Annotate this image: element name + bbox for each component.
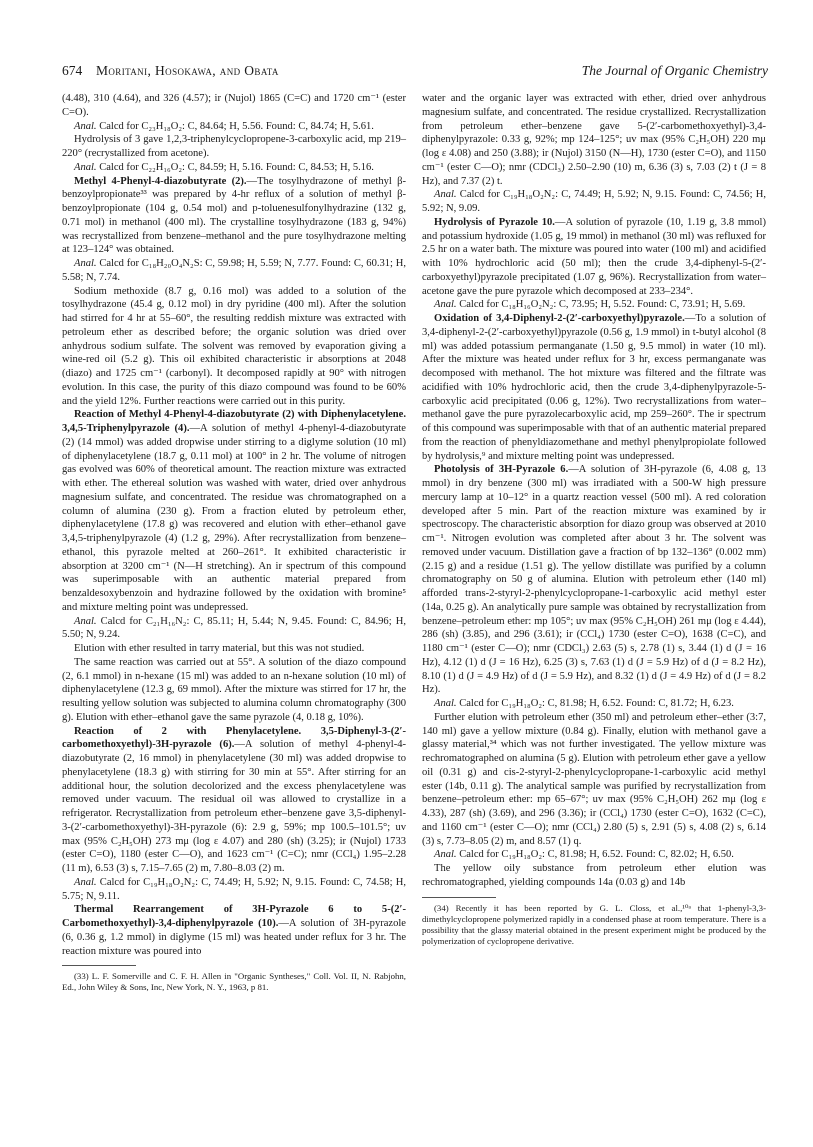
paragraph [62,161,406,175]
paragraph [422,463,766,697]
paragraph-text: Calcd for C₁₉H₁₈O₂N₂: C, 74.49; H, 5.92; N, 9.15. Found: C, 74.58; H, 5.75; N, 9.11. [62,876,406,902]
paragraph [62,615,406,643]
running-head [62,60,768,82]
paragraph-text: —A solution of 3H-pyrazole (6, 0.36 g, 1.2 mmol) in diglyme (15 ml) was heated under reflux for 3 hr. The reaction mixture was poured into [62,918,406,957]
section-heading: Methyl 4-Phenyl-4-diazobutyrate (2). [74,175,247,187]
paragraph [422,697,766,711]
footnote-rule [422,897,496,898]
paragraph [422,312,766,463]
paragraph-text: —A solution of methyl 4-phenyl-4-diazobutyrate (2) (14 mmol) was added dropwise under stirring to a diglyme solution (10 ml) of diphenylacetylene (18.7 g, 0.11 mol) at 100° in 2 hr. The volume of nitrogen gas evolved was 60% of theoretical amount. The reaction mixture was extracted with ether. The ethereal solution was washed with water, dried over anhydrous magnesium sulfate, and concentrated. The residue was chromatographed on a column of alumina (230 g). From a fraction eluted by petroleum ether, diphenylacetylene (17.8 g) was recovered and elution with ether–ethanol gave 3,4,5-triphenylpyrazole (4) (1.2 g, 29%). After recrystallization from benzene–ethanol, this pyrazole melted at 260–261°. It exhibited characteristic ir absorption at 3200 cm⁻¹ (N—H stretching). An ir spectrum of this compound was superimposable with an authentic material prepared from benzaldesoxybenzoin and hydrazine followed by the oxidation with bromine⁵ and mixture melting point was undepressed. [62,423,406,613]
paragraph [62,408,406,614]
paragraph: water and the organic layer was extracted with ether, dried over anhydrous magnesium sulfate, and concentrated. The residue crystallized. Recrystallization from petroleum ether–benzene gave 5-(2′-carbomethoxyethyl)-3,4-diphenylpyrazole: 0.33 g, 92%; mp 124–125°; uv max (95% C₂H₅OH) 220 mμ (log ε 4.08) and 250 (3.88); ir (Nujol) 3150 (N—H), 1730 (ester C=O), and 1150 cm⁻¹ (ester C—O); nmr (CDCl₃) 2.50–2.90 (10) m, 6.36 (3) s, 7.03 (2) t (J = 8 Hz), and 7.37 (2) t. [422,93,766,187]
paragraph [422,216,766,299]
paragraph-heading: Anal. [74,161,97,173]
paragraph: The same reaction was carried out at 55°. A solution of the diazo compound (2, 6.1 mmol) in n-hexane (15 ml) was added to an n-hexane solution (10 ml) of diphenylacetylene (12.3 g, 69 mmol). After the mixture was stirred for 17 hr, the resulting yellow solution was subjected to alumina column chromatography (300 g). Elution with ether–ethanol gave the same pyrazole (4, 0.18 g, 10%). [62,656,406,723]
paragraph-text: Calcd for C₂₃H₁₈O₂: C, 84.64; H, 5.56. Found: C, 84.74; H, 5.61. [96,120,374,132]
paragraph-heading: Anal. [74,120,97,132]
paragraph-text: —A solution of methyl 4-phenyl-4-diazobutyrate (2, 16 mmol) in phenylacetylene (30 ml) was added dropwise to phenylacetylene (18.3 g) with stirring for 30 min at 55°. After stirring for an additional hour, the solution decolorized and the excess phenylacetylene was removed under vacuum. The residual oil was allowed to crystallize in a refrigerator. Recrystallization from petroleum ether–benzene gave 3,5-diphenyl-3-(2′-carbomethoxyethyl)-3H-pyrazole (6): 2.9 g, 59%; mp 100.5–101.5°; uv max (95% C₂H₅OH) 273 mμ (log ε 4.07) and 280 (sh) (3.25); ir (Nujol) 1733 (ester C=O), 1180 (ester C—O), and 1623 cm⁻¹ (C=C); nmr (CCl₄) 1.95–2.28 (11 m), 6.53 (3) s, 7.15–7.65 (2) m, 7.80–8.03 (2) m. [62,739,407,874]
left-column [62,92,406,993]
section-heading: Thermal Rearrangement of 3H-Pyrazole 6 to 5-(2′-Carbomethoxyethyl)-3,4-diphenylpyrazole (10). [62,904,406,929]
paragraph-text: Calcd for C₁₈H₁₆O₂N₂: C, 73.95; H, 5.52. Found: C, 73.91; H, 5.69. [456,299,746,311]
page-number: 674 [62,63,83,78]
paragraph [422,298,766,312]
section-heading: Reaction of Methyl 4-Phenyl-4-diazobutyrate (2) with Diphenylacetylene. 3,4,5-Triphenylpyrazole (4). [62,409,406,434]
paragraph-heading: Anal. [434,849,457,861]
paragraph [62,257,406,285]
paragraph-text: Calcd for C₂₂H₁₆O₂: C, 84.59; H, 5.16. Found: C, 84.53; H, 5.16. [96,161,374,173]
section-heading: Hydrolysis of Pyrazole 10. [434,216,555,228]
paragraph-text: —The tosylhydrazone of methyl β-benzoylpropionate³³ was prepared by 4-hr reflux of a solution of methyl β-benzoylpropionate (104 g, 0.54 mol) and p-toluenesulfonylhydrazine (132 g, 0.71 mol) in methanol (400 ml). The crystalline tosylhydrazone (183 g, 94%) was recrystallized from benzene–methanol and the pure tosylhydrazone melting at 123–124° was obtained. [62,175,406,256]
paragraph [422,188,766,216]
paragraph [62,903,406,958]
paragraph [62,120,406,134]
paragraph: Further elution with petroleum ether (350 ml) and petroleum ether–ether (3:7, 140 ml) gave a yellow mixture (0.84 g). Finally, elution with methanol gave a glassy material,³⁴ which was not further investigated. The yellow mixture was rechromatographed on alumina (5 g). Elution with petroleum ether gave a yellow oil (0.31 g) and cis-2-styryl-2-phenylcyclopropane-1-carboxylic acid methyl ester (14b, 0.11 g). The analytical sample was purified by recrystallization from benzene–petroleum ether: mp 65–67°; uv max (95% C₂H₅OH) 262 mμ (log ε 4.33), 287 (sh) (3.69), and 296 (3.36); ir (CCl₄) 1730 (ester C=O), 1632 (C=C), and 1160 cm⁻¹ (ester C—O); nmr (CCl₄) 2.80 (5) s, 2.91 (5) s, 4.08 (2) s, 6.14 (3) s, 7.73–8.05 (2) m, and 8.57 (1) q. [422,711,766,847]
paragraph-text: —A solution of 3H-pyrazole (6, 4.08 g, 13 mmol) in dry benzene (300 ml) was irradiated with a 500-W high pressure mercury lamp at 10–12° in a quartz reaction vessel (500 ml). A red coloration developed after 5 min. Part of the reaction mixture was examined by ir spectroscopy. The characteristic absorption for diazo group was observed at 2010 cm⁻¹. Nitrogen evolution was completed after about 3 hr. The solvent was removed under vacuum. Distillation gave a fraction of bp 132–136° (0.002 mm) (2.15 g) and a residue (1.51 g). The yellow distillate was purified by a column chromatography on 50 g of alumina. Elution with petroleum ether (140 ml) afforded trans-2-styryl-2-phenylcyclopropane-1-carboxylic acid methyl ester (14a, 0.25 g). An analytically pure sample was obtained by recrystallization from benzene–petroleum ether: mp 105°; uv max (95% C₂H₅OH) 261 mμ (log ε 4.44), 286 (sh) (3.85), and 296 (3.61); ir (CCl₄) 1730 (ester C=O), 1638 (C=C), and 1180 cm⁻¹ (ester C—O); nmr (CDCl₃) 2.63 (5) s, 2.78 (1) s, 3.44 (1) d (J = 16 Hz), 4.12 (1) d (J = 16 Hz), 6.25 (3) s, 7.63 (1) d (J = 5.9 Hz) of d (J = 8.2 Hz), 8.10 (1) d (J = 4.9 Hz) of d (J = 5.9 Hz), and 8.32 (1) d (J = 4.9 Hz) of d (J = 8.2 Hz). [422,464,767,696]
paragraph-heading: Anal. [74,258,97,269]
paragraph: Sodium methoxide (8.7 g, 0.16 mol) was added to a solution of the tosylhydrazone (45.4 g, 0.12 mol) in dry pyridine (400 ml). After the solution had stirred for 4 hr at 55–60°, the resulting reddish mixture was extracted with petroleum ether as described before; the organic solution was dried over anhydrous sodium sulfate. The solvent was removed by evaporation giving a wine-red oil (5.2 g). This oil exhibited characteristic ir absorptions at 2048 (diazo) and 1725 cm⁻¹ (carbonyl). It decomposed rapidly at 90° with nitrogen evolution. In this case, the purity of this diazo compound was found to be 60% and the yield 12%. Further reactions were carried out in this purity. [62,285,406,407]
paragraph-text: —A solution of pyrazole (10, 1.19 g, 3.8 mmol) and potassium hydroxide (1.05 g, 19 mmol) in methanol (30 ml) was refluxed for 2.5 hr on a water bath. The mixture was poured into water (100 ml) and acidified with 10% hydrochloric acid (50 ml); then the crude 3,4-diphenyl-5-(2′-carboxyethyl)pyrazole precipitated (1.07 g, 96%). Recrystallization from water–acetone gave the pure pyrazole which decomposed at 233–234°. [422,216,766,297]
footnote-rule [62,965,136,966]
footnote: (34) Recently it has been reported by G. L. Closs, et al.,¹⁰ᵃ that 1-phenyl-3,3-dimethylcyclopropene polymerized rapidly in a condensed phase at room temperature. There is a possibility that the glassy material obtained in the present experiment might be produced by the polymerization of cyclopropene derivative. [422,902,766,946]
paragraph-heading: Anal. [74,876,97,888]
journal-title: The Journal of Organic Chemistry [581,63,768,78]
section-heading: Oxidation of 3,4-Diphenyl-2-(2′-carboxyethyl)pyrazole. [434,313,685,324]
paragraph-heading: Anal. [434,189,457,201]
paragraph: (4.48), 310 (4.64), and 326 (4.57); ir (Nujol) 1865 (C=C) and 1720 cm⁻¹ (ester C=O). [62,93,406,118]
paragraph-text: Calcd for C₁₉H₁₈O₂: C, 81.98; H, 6.52. Found: C, 81.72; H, 6.23. [456,698,734,709]
paragraph-text: Calcd for C₁₈H₂₀O₄N₂S: C, 59.98; H, 5.59; N, 7.77. Found: C, 60.31; H, 5.58; N, 7.74. [62,258,406,283]
paragraph-text: Calcd for C₁₉H₁₈O₂: C, 81.98; H, 6.52. Found: C, 82.02; H, 6.50. [456,849,734,861]
paragraph-heading: Anal. [434,698,457,709]
paragraph-heading: Anal. [74,615,97,627]
paragraph: Hydrolysis of 3 gave 1,2,3-triphenylcyclopropene-3-carboxylic acid, mp 219–220° (recrystallized from acetone). [62,134,406,159]
section-heading: Reaction of 2 with Phenylacetylene. 3,5-Diphenyl-3-(2′-carbomethoxyethyl)-3H-pyrazole (6). [62,725,406,751]
paragraph [62,876,406,904]
footnote: (33) L. F. Somerville and C. F. H. Allen in "Organic Syntheses," Coll. Vol. II, N. Rabjohn, Ed., John Wiley & Sons, Inc, New York, N. Y., 1963, p 81. [62,971,406,993]
right-column [422,92,766,947]
paragraph: The yellow oily substance from petroleum ether elution was rechromatographed, yielding compounds 14a (0.03 g) and 14b [422,863,766,888]
paragraph-text: Calcd for C₁₉H₁₈O₂N₂: C, 74.49; H, 5.92; N, 9.15. Found: C, 74.56; H, 5.92; N, 9.09. [422,189,766,214]
paragraph-text: Calcd for C₂₁H₁₆N₂: C, 85.11; H, 5.44; N, 9.45. Found: C, 84.96; H, 5.50; N, 9.24. [62,615,406,641]
paragraph-heading: Anal. [434,299,457,311]
running-head-authors: Moritani, Hosokawa, and Obata [96,63,279,78]
paragraph [62,725,406,876]
paragraph: Elution with ether resulted in tarry material, but this was not studied. [74,643,365,654]
paragraph [62,175,406,258]
paragraph-text: —To a solution of 3,4-diphenyl-2-(2′-carboxyethyl)pyrazole (0.56 g, 1.9 mmol) in t-butyl alcohol (8 ml) was added potassium permanganate (1.50 g, 9.5 mmol) in water (10 ml). After the mixture was heated under reflux for 3 hr, excess permanganate was decomposed with methanol. The hot mixture was filtered and the filtrate was acidified with 10% hydrochloric acid, then the crude 3,4-diphenylpyrazole-5-carboxylic acid precipitated (0.06 g, 12%). Two recrystallizations from water–methanol gave the pure pyrazolecarboxylic acid, mp 259–260°. The ir spectrum of this compound was superimposable with that of an authentic material prepared from the reaction of phenyldiazomethane and methyl phenylpropiolate followed by hydrolysis,⁹ and mixture melting point was undepressed. [422,313,766,462]
section-heading: Photolysis of 3H-Pyrazole 6. [434,464,569,476]
paragraph [422,848,766,862]
